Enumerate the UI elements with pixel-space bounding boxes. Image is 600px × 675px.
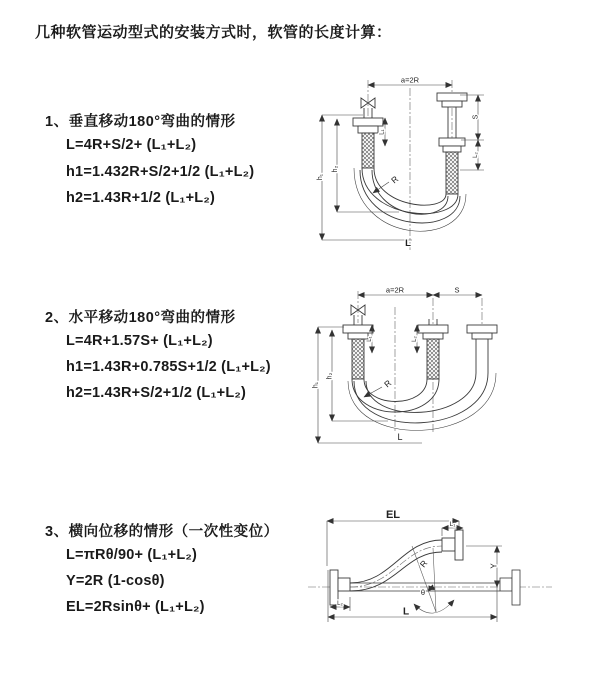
centerlines [368,80,452,250]
dimension-labels [337,509,498,618]
dim-label-l1: L₁ [379,129,386,135]
dim-label-h1: h₁ [312,381,320,389]
dim-label-l1: L₁ [367,336,373,342]
dim-label-l: L [397,432,403,442]
dim-label-l2: L₂ [337,601,343,607]
dim-label-l: L [402,606,410,618]
dim-label-h2: h₂ [326,372,334,380]
formula-s1-h1: h1=1.432R+S/2+1/2 (L₁+L₂) [66,164,255,180]
formula-s3-Y: Y=2R (1-cosθ) [66,573,165,589]
right-pipe-shifted [467,325,497,373]
dim-label-l: L [405,238,411,249]
dimension-lines [322,85,484,240]
angle-construction [412,546,454,613]
dim-label-l2: L₂ [412,336,418,342]
diagram-vertical-180 [315,72,587,258]
dim-label-s: S [454,285,460,295]
middle-pipe [418,319,448,379]
page-title: 几种软管运动型式的安装方式时，软管的长度计算： [35,24,392,41]
diagram-lateral-displacement [300,500,600,645]
braid-section [446,152,458,194]
dim-label-r: R [417,558,430,570]
right-top-flange [442,530,463,560]
formula-s2-L: L=4R+1.57S+ (L₁+L₂) [66,333,213,349]
braid-section [427,339,439,379]
dimension-lines [327,521,502,622]
left-flange [330,570,350,605]
dim-label-l1: L₁ [449,521,456,528]
dim-label-a2r: a=2R [400,75,420,85]
formula-s3-EL: EL=2Rsinθ+ (L₁+L₂) [66,599,205,615]
section-1-heading: 1、垂直移动180°弯曲的情形 [45,114,236,130]
dim-label-theta: θ [420,588,426,597]
dim-label-r: R [389,173,401,186]
dimension-lines [318,295,482,443]
centerlines [358,291,482,433]
hose-arcs [348,373,496,430]
formula-s1-L: L=4R+S/2+ (L₁+L₂) [66,137,197,153]
dim-label-r: R [382,377,394,390]
formula-s2-h1: h1=1.43R+0.785S+1/2 (L₁+L₂) [66,359,271,375]
dim-label-y: Y [489,563,499,569]
braid-section [362,133,374,168]
diagram-horizontal-180 [310,283,592,455]
formula-s2-h2: h2=1.43R+S/2+1/2 (L₁+L₂) [66,385,247,401]
dim-label-h2: h₂ [332,165,339,173]
dim-label-a2r: a=2R [385,285,405,295]
formula-s1-h2: h2=1.43R+1/2 (L₁+L₂) [66,190,216,206]
dim-label-l2: L₂ [473,152,479,158]
braid-section [352,339,364,379]
section-2-heading: 2、水平移动180°弯曲的情形 [45,310,236,326]
dim-label-s: S [472,114,480,120]
dim-label-el: EL [385,509,401,521]
dim-label-h1: h₁ [317,173,324,181]
formula-s3-L: L=πRθ/90+ (L₁+L₂) [66,547,198,563]
section-3-heading: 3、横向位移的情形（一次性变位） [45,524,279,540]
